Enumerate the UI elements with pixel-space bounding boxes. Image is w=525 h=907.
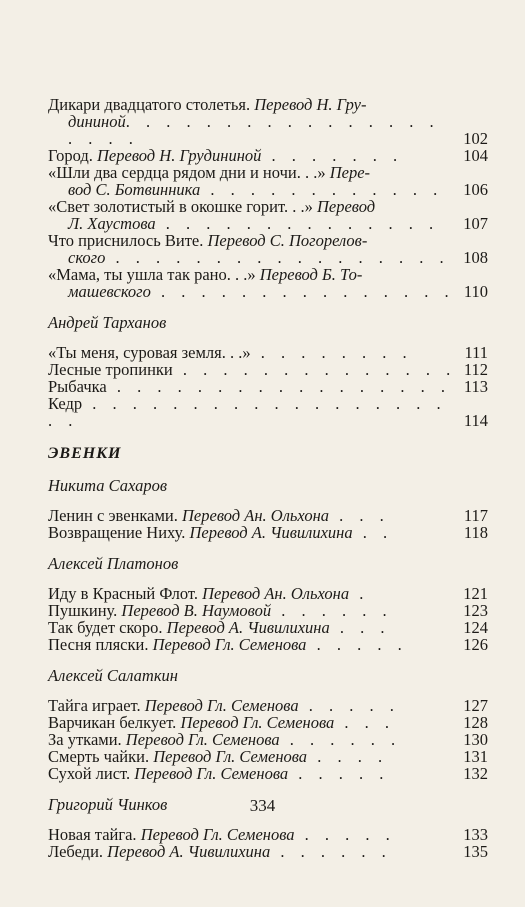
author-name: Григорий Чинков — [48, 795, 168, 814]
toc-entry — [48, 585, 488, 602]
entry-page-number: 112 — [463, 360, 488, 379]
entry-translator: Перевод Н. Грудининой — [97, 146, 262, 165]
entry-title: «Свет золотистый в окошке горит. . .» — [48, 197, 313, 216]
toc-entry — [48, 232, 488, 266]
entry-line — [48, 748, 488, 765]
entry-title: За утками. — [48, 730, 122, 749]
dot-leader: . . . . — [307, 747, 389, 766]
entry-continuation — [48, 215, 488, 232]
entry-translator: Перевод Гл. Семенова — [125, 730, 280, 749]
entry-line — [48, 344, 488, 361]
toc-entry — [48, 524, 488, 541]
toc-entry — [48, 636, 488, 653]
dot-leader: . . . — [329, 618, 391, 637]
entry-line — [48, 361, 488, 378]
entry-translator-cont: Л. Хаустова — [68, 214, 156, 233]
entry-continuation — [48, 181, 488, 198]
entry-line — [48, 602, 488, 619]
entry-title: Сухой лист. — [48, 764, 131, 783]
entry-translator: Перевод А. Чивилихина — [166, 618, 330, 637]
entry-line — [48, 232, 488, 249]
author-name: Андрей Тарханов — [48, 313, 167, 332]
dot-leader: . . . . . . . — [261, 146, 404, 165]
entry-line — [48, 731, 488, 748]
toc-entry — [48, 96, 488, 147]
toc-entry — [48, 198, 488, 232]
entry-title: Лесные тропинки — [48, 360, 173, 379]
toc-entry — [48, 147, 488, 164]
entry-title: Лебеди. — [48, 842, 104, 861]
entry-page-number: 130 — [463, 730, 488, 749]
toc-entry — [48, 748, 488, 765]
dot-leader: . . . . . . — [279, 730, 402, 749]
toc-entry — [48, 826, 488, 843]
entry-line — [48, 765, 488, 782]
entry-line — [48, 378, 488, 395]
entry-page-number: 117 — [463, 506, 488, 525]
toc-entry — [48, 765, 488, 782]
entry-title: Рыбачка — [48, 377, 107, 396]
entry-translator: Перевод Ан. Ольхона — [182, 506, 330, 525]
dot-leader: . . . . . . . . . . . . . . . . . . . . — [48, 394, 447, 430]
entry-translator: Перевод Гл. Семенова — [180, 713, 335, 732]
entry-continuation — [48, 283, 488, 300]
entry-title: «Шли два сердца рядом дни и ночи. . .» — [48, 163, 326, 182]
entry-line — [48, 826, 488, 843]
entry-page-number: 132 — [463, 764, 488, 783]
toc-entry — [48, 266, 488, 300]
entry-line — [48, 636, 488, 653]
entry-line — [48, 843, 488, 860]
entry-line — [48, 585, 488, 602]
entry-line — [48, 507, 488, 524]
dot-leader: . . . . . . . . . . . . . . . . . — [106, 377, 451, 396]
section-heading: ЭВЕНКИ — [48, 445, 122, 462]
toc-entry — [48, 164, 488, 198]
dot-leader: . . . . . . . . — [250, 343, 413, 362]
dot-leader: . . — [352, 523, 394, 542]
dot-leader: . . . . . — [294, 825, 396, 844]
entry-title: Варчикан белкует. — [48, 713, 177, 732]
dot-leader: . — [349, 584, 370, 603]
entry-continuation — [48, 113, 488, 147]
entry-translator: Перевод Гл. Семенова — [140, 825, 295, 844]
toc-entry — [48, 344, 488, 361]
entry-line — [48, 96, 488, 113]
dot-leader: . . . . . . . . . . . . . . — [155, 214, 440, 233]
dot-leader: . . . . . — [298, 696, 400, 715]
dot-leader: . . . . . . . . . . . . . . . . . — [105, 248, 450, 267]
toc-entry — [48, 378, 488, 395]
dot-leader: . . . — [329, 506, 390, 525]
entry-page-number: 113 — [463, 377, 488, 396]
entry-line — [48, 697, 488, 714]
entry-page-number: 135 — [463, 842, 488, 861]
entry-translator: Перевод Н. Гру- — [254, 95, 367, 114]
entry-line — [48, 266, 488, 283]
dot-leader: . . . . . . . . . . . . . . . — [150, 282, 455, 301]
dot-leader: . . . . . . — [270, 842, 392, 861]
toc-entry — [48, 602, 488, 619]
entry-translator: Перевод Гл. Семенова — [144, 696, 299, 715]
entry-translator: Перевод С. Погорелов- — [207, 231, 368, 250]
entry-title: Песня пляски. — [48, 635, 149, 654]
entry-title: Город. — [48, 146, 93, 165]
toc-entry — [48, 507, 488, 524]
entry-title: Пушкину. — [48, 601, 118, 620]
entry-title: «Мама, ты ушла так рано. . .» — [48, 265, 256, 284]
entry-page-number: 131 — [463, 747, 488, 766]
entry-title: Смерть чайки. — [48, 747, 150, 766]
toc-entry — [48, 395, 488, 429]
entry-line — [48, 619, 488, 636]
entry-translator-cont: вод С. Ботвинника — [68, 180, 201, 199]
entry-page-number: 110 — [463, 282, 488, 301]
toc-entry — [48, 697, 488, 714]
entry-line — [48, 147, 488, 164]
entry-page-number: 127 — [463, 696, 488, 715]
entry-title: Кедр — [48, 394, 83, 413]
dot-leader: . . . . . — [288, 764, 390, 783]
entry-translator-cont: машевского — [68, 282, 151, 301]
entry-title: Возвращение Ниху. — [48, 523, 186, 542]
toc-entry — [48, 361, 488, 378]
entry-translator: Перевод Гл. Семенова — [153, 747, 308, 766]
entry-translator: Перевод Б. То- — [259, 265, 363, 284]
entry-page-number: 111 — [464, 343, 488, 362]
entry-page-number: 108 — [463, 248, 488, 267]
entry-page-number: 128 — [463, 713, 488, 732]
entry-title: «Ты меня, суровая земля. . .» — [48, 343, 251, 362]
toc-entry — [48, 619, 488, 636]
dot-leader: . . . . . — [306, 635, 408, 654]
entry-page-number: 123 — [463, 601, 488, 620]
toc-entry — [48, 714, 488, 731]
toc-entry — [48, 843, 488, 860]
entry-title: Что приснилось Вите. — [48, 231, 204, 250]
page-number: 334 — [249, 796, 276, 815]
entry-page-number: 124 — [463, 618, 488, 637]
entry-title: Так будет скоро. — [48, 618, 163, 637]
dot-leader: . . . — [334, 713, 396, 732]
entry-page-number: 114 — [463, 411, 488, 430]
entry-page-number: 107 — [463, 214, 488, 233]
entry-page-number: 106 — [463, 180, 488, 199]
dot-leader: . . . . . . . . . . . . — [200, 180, 444, 199]
entry-translator: Перевод А. Чивилихина — [189, 523, 353, 542]
entry-title: Иду в Красный Флот. — [48, 584, 198, 603]
author-name: Никита Сахаров — [48, 476, 168, 495]
author-name: Алексей Салаткин — [48, 666, 178, 685]
entry-page-number: 102 — [463, 129, 488, 148]
entry-page-number: 121 — [463, 584, 488, 603]
entry-translator: Перевод А. Чивилихина — [107, 842, 271, 861]
entry-title: Ленин с эвенками. — [48, 506, 178, 525]
entry-translator-cont: ского — [68, 248, 106, 267]
entry-title: Тайга играет. — [48, 696, 141, 715]
entry-page-number: 126 — [463, 635, 488, 654]
entry-page-number: 118 — [463, 523, 488, 542]
dot-leader: . . . . . . . . . . . . . . — [172, 360, 457, 379]
entry-page-number: 133 — [463, 825, 488, 844]
entry-translator-cont: дининой — [68, 112, 126, 131]
entry-line — [48, 524, 488, 541]
author-name: Алексей Платонов — [48, 554, 179, 573]
entry-line — [48, 395, 488, 429]
entry-translator: Перевод В. Наумовой — [121, 601, 272, 620]
table-of-contents — [48, 96, 488, 860]
entry-line — [48, 198, 488, 215]
entry-title: Новая тайга. — [48, 825, 137, 844]
entry-translator: Перевод Гл. Семенова — [134, 764, 289, 783]
entry-translator: Перевод — [316, 197, 376, 216]
toc-entry — [48, 731, 488, 748]
entry-translator: Перевод Гл. Семенова — [152, 635, 307, 654]
dot-leader: . . . . . . — [271, 601, 393, 620]
entry-line — [48, 164, 488, 181]
entry-title: Дикари двадцатого столетья. — [48, 95, 251, 114]
entry-page-number: 104 — [463, 146, 488, 165]
entry-translator: Пере- — [329, 163, 371, 182]
entry-continuation — [48, 249, 488, 266]
entry-translator: Перевод Ан. Ольхона — [202, 584, 350, 603]
dot-leader: . . . . . . . . . . . . . . . . . . . . — [68, 112, 440, 148]
entry-line — [48, 714, 488, 731]
